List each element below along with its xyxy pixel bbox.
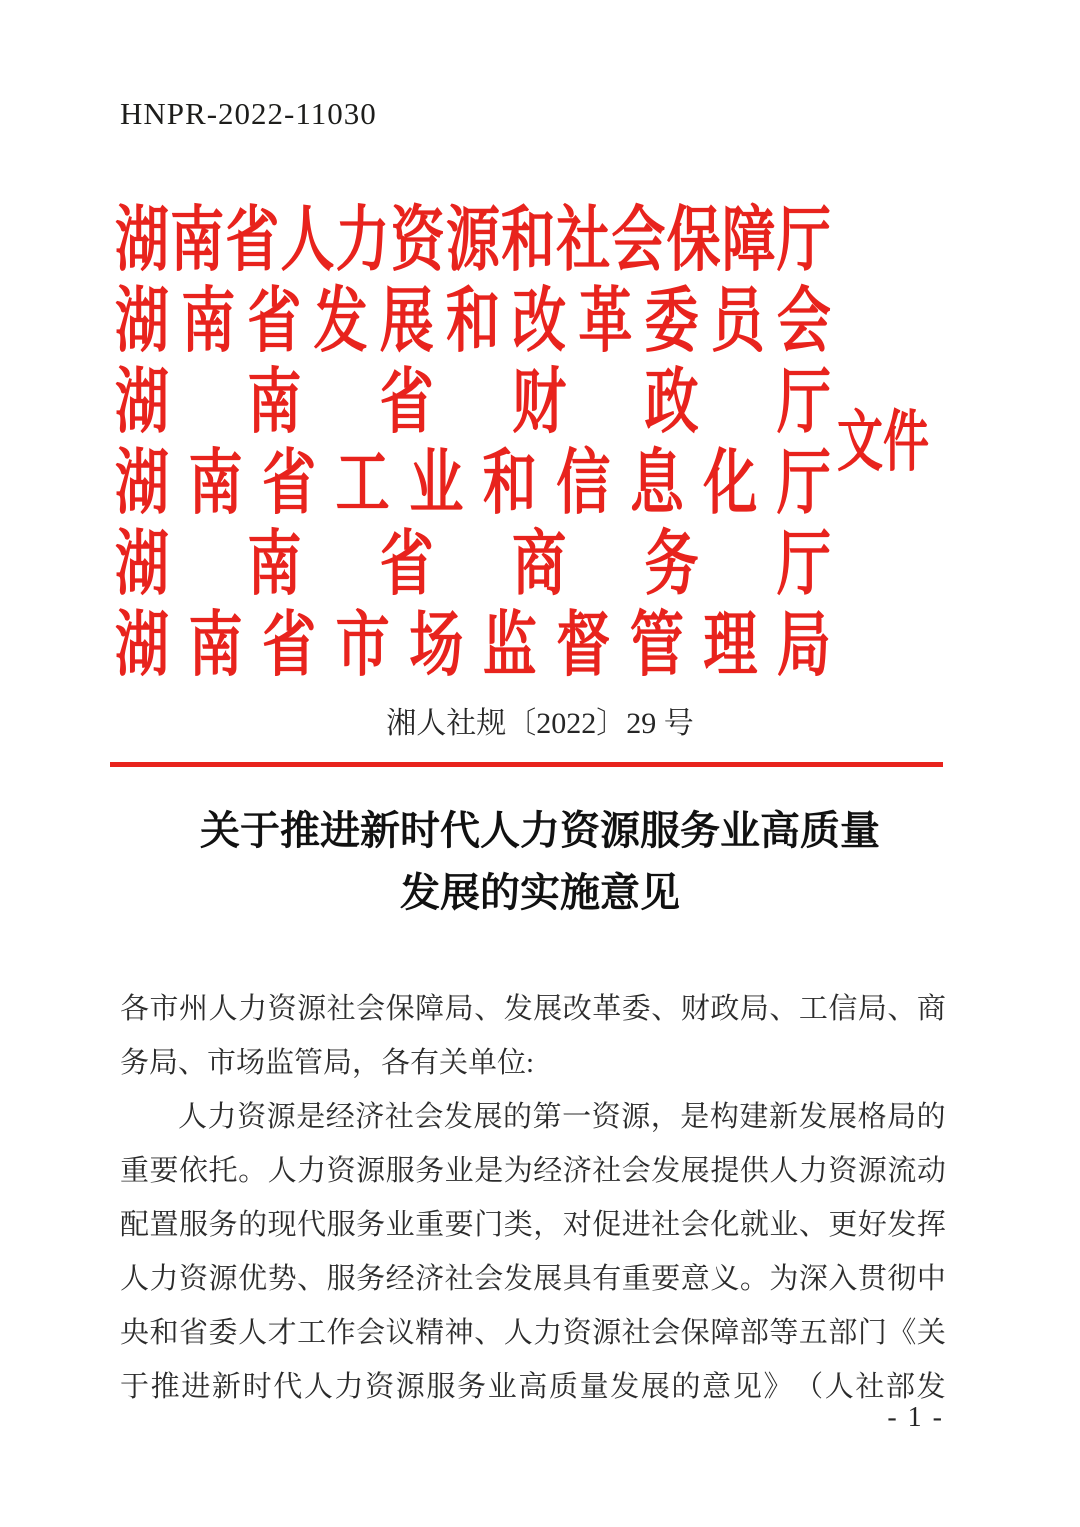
letterhead-line-agency-5: 湖 南 省 商 务 厅 <box>115 524 831 605</box>
body-line: 于 推 进 新 时 代 人 力 资 源 服 务 业 高 质 量 发 展 的 意 见 》 （ 人 社 部 发 <box>120 1371 946 1403</box>
body-line: 人 力 资 源 是 经 济 社 会 发 展 的 第 一 资 源 ， 是 构 建 新 发 展 格 局 的 <box>178 1101 946 1133</box>
document-title-line-2: 发展的实施意见 <box>400 870 680 915</box>
letterhead <box>115 194 945 686</box>
document-ref-code: HNPR-2022-11030 <box>120 96 377 131</box>
letterhead-line-agency-6: 湖 南 省 市 场 监 督 管 理 局 <box>115 605 831 686</box>
body-line: 央 和 省 委 人 才 工 作 会 议 精 神 、 人 力 资 源 社 会 保 障 部 等 五 部 门 《 关 <box>120 1317 946 1349</box>
body-line: 各 市 州 人 力 资 源 社 会 保 障 局 、 发 展 改 革 委 、 财 政 局 、 工 信 局 、 商 <box>120 993 946 1025</box>
document-body <box>120 982 946 1414</box>
letterhead-line-agency-2: 湖 南 省 发 展 和 改 革 委 员 会 <box>115 281 831 362</box>
document-title-line-1: 关于推进新时代人力资源服务业高质量 <box>200 808 880 853</box>
letterhead-suffix-wenjian: 文件 <box>837 405 929 480</box>
page-number: - 1 - <box>887 1402 944 1433</box>
body-line: 人 力 资 源 优 势 、 服 务 经 济 社 会 发 展 具 有 重 要 意 义 。 为 深 入 贯 彻 中 <box>120 1263 946 1295</box>
document-title <box>0 800 1080 924</box>
body-line: 重 要 依 托 。 人 力 资 源 服 务 业 是 为 经 济 社 会 发 展 提 供 人 力 资 源 流 动 <box>120 1155 946 1187</box>
letterhead-line-agency-4: 湖 南 省 工 业 和 信 息 化 厅 <box>115 443 831 524</box>
letterhead-agency-lines <box>115 194 831 686</box>
letterhead-line-agency-3: 湖 南 省 财 政 厅 <box>115 362 831 443</box>
red-divider-line <box>110 762 943 767</box>
body-line: 务局、市场监管局，各有关单位: <box>120 1047 535 1079</box>
document-number: 湘人社规〔2022〕29 号 <box>386 707 694 740</box>
body-line: 配 置 服 务 的 现 代 服 务 业 重 要 门 类 ， 对 促 进 社 会 化 就 业 、 更 好 发 挥 <box>120 1209 946 1241</box>
letterhead-line-agency-1: 湖 南 省 人 力 资 源 和 社 会 保 障 厅 <box>115 200 831 281</box>
